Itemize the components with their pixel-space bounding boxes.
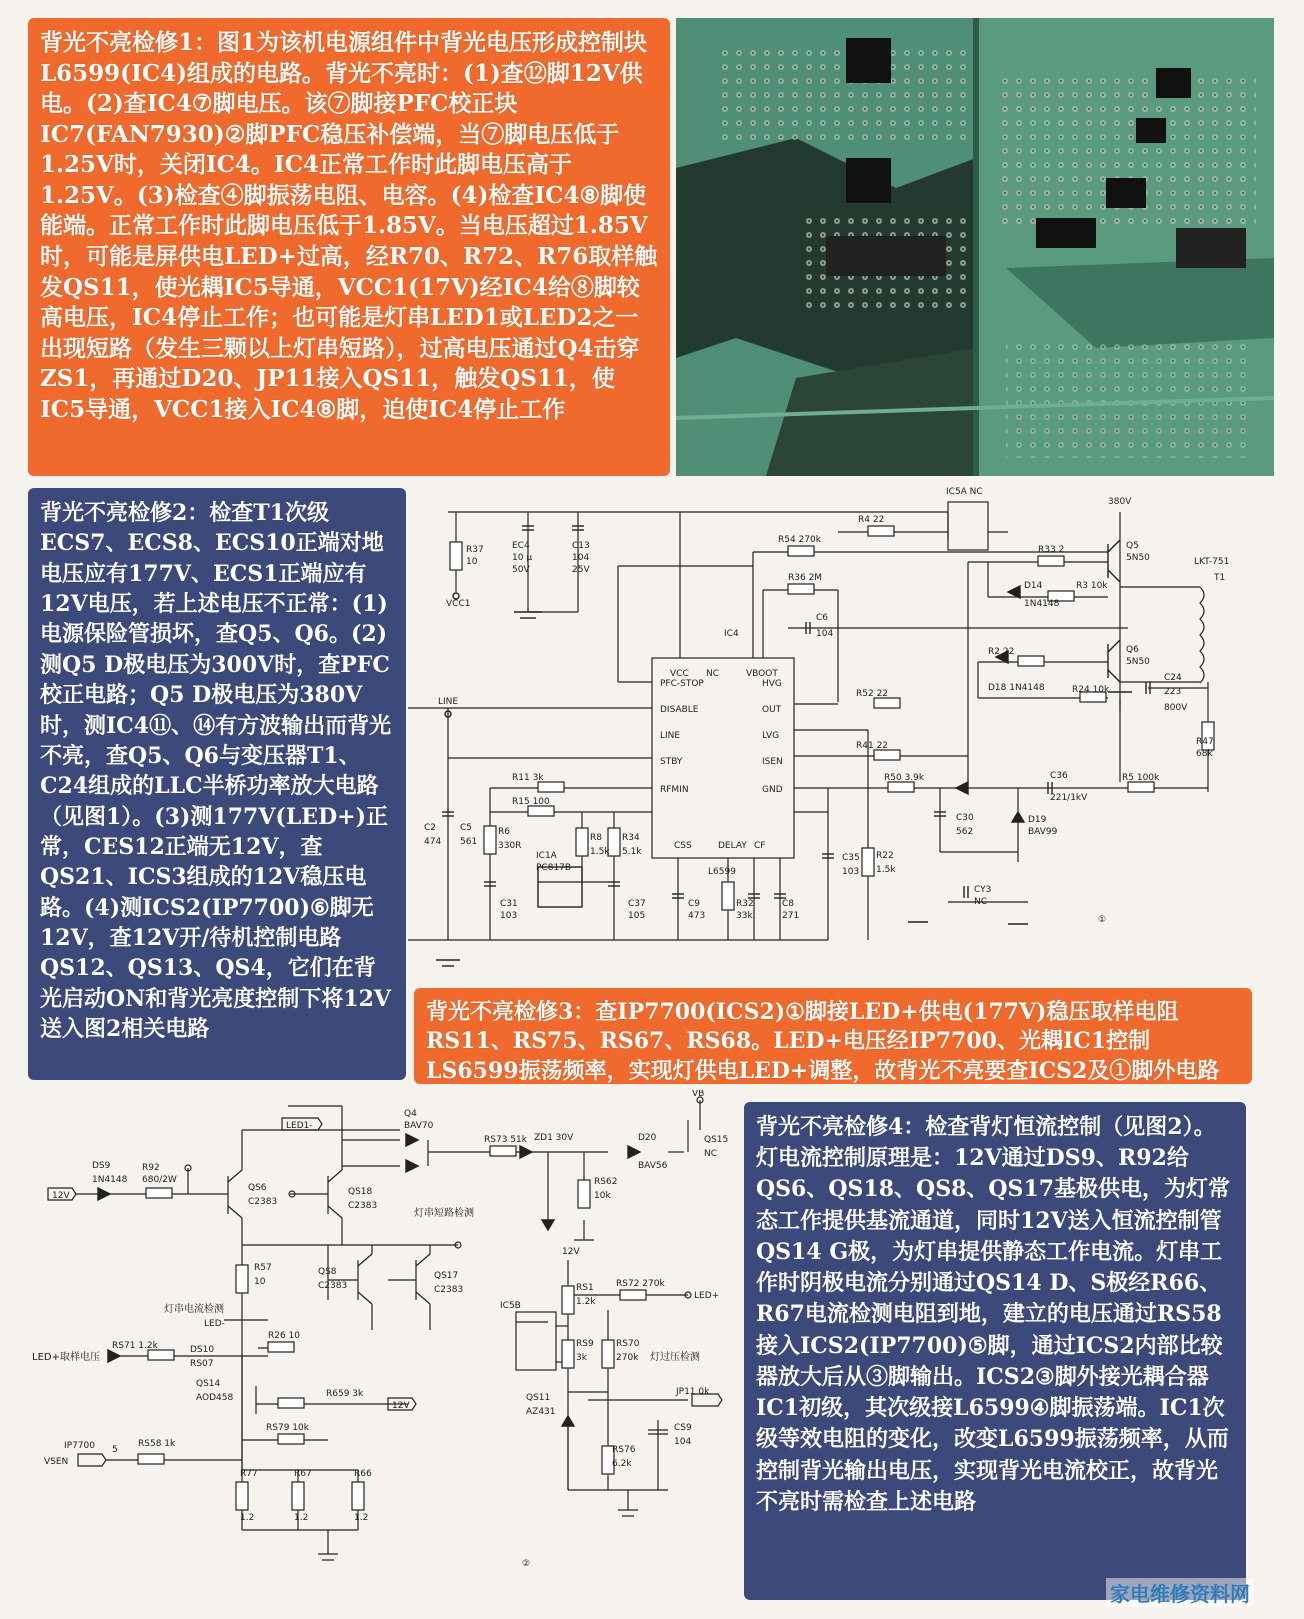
label-r5: R5 100k bbox=[1122, 773, 1160, 783]
label-ds9-part: 1N4148 bbox=[92, 1175, 128, 1185]
label-q6: Q6 bbox=[1126, 645, 1139, 655]
label-c9: C9 bbox=[688, 899, 701, 909]
label-q5-part: 5N50 bbox=[1126, 553, 1150, 563]
label-qs17-part: C2383 bbox=[434, 1285, 464, 1295]
pin-stby: STBY bbox=[660, 757, 683, 767]
label-c6-value: 104 bbox=[816, 629, 834, 639]
label-qs8: QS8 bbox=[318, 1267, 337, 1277]
label-current-detect: 灯串电流检测 bbox=[164, 1304, 224, 1315]
label-c35-value: 103 bbox=[842, 867, 860, 877]
label-zd1: ZD1 30V bbox=[534, 1133, 574, 1143]
label-r36: R36 2M bbox=[788, 573, 823, 583]
label-r34-value: 5.1k bbox=[622, 847, 642, 857]
label-r54: R54 270k bbox=[778, 535, 821, 545]
label-c36: C36 bbox=[1050, 771, 1068, 781]
label-qs14-part: AOD458 bbox=[196, 1393, 234, 1403]
label-12v-out: 12V bbox=[392, 1401, 410, 1411]
label-cy3-value: NC bbox=[974, 897, 988, 907]
pin-cf: CF bbox=[754, 841, 766, 851]
label-c37-value: 105 bbox=[628, 911, 646, 921]
label-r34: R34 bbox=[622, 833, 640, 843]
label-380v: 380V bbox=[1108, 497, 1132, 507]
text-box-repair-3 bbox=[414, 988, 1252, 1084]
label-c24-voltage: 800V bbox=[1164, 703, 1188, 713]
pin-nc: NC bbox=[706, 669, 720, 679]
label-t1: T1 bbox=[1214, 573, 1226, 583]
label-c30: C30 bbox=[956, 813, 974, 823]
label-r15: R15 100 bbox=[512, 797, 550, 807]
label-r4: R4 22 bbox=[858, 515, 885, 525]
text-box-repair-2 bbox=[28, 488, 406, 1080]
label-rs62-value: 10k bbox=[594, 1191, 611, 1201]
label-c24: C24 bbox=[1164, 673, 1182, 683]
label-qs14: QS14 bbox=[196, 1379, 221, 1389]
pin-isen: ISEN bbox=[762, 757, 783, 767]
label-r66: R66 bbox=[354, 1469, 372, 1479]
label-ds9: DS9 bbox=[92, 1161, 111, 1171]
label-d14: D14 bbox=[1024, 581, 1043, 591]
label-led1-minus: LED1- bbox=[286, 1121, 313, 1131]
label-led-sample: LED+取样电压 bbox=[32, 1352, 100, 1363]
label-c37: C37 bbox=[628, 899, 646, 909]
label-r659: R659 3k bbox=[326, 1389, 364, 1399]
label-r52: R52 22 bbox=[856, 689, 889, 699]
label-pin5: 5 bbox=[112, 1445, 118, 1455]
label-line: LINE bbox=[438, 697, 459, 707]
label-qs6: QS6 bbox=[248, 1183, 267, 1193]
label-rs1: RS1 bbox=[576, 1283, 594, 1293]
label-cs9: CS9 bbox=[674, 1423, 692, 1433]
pin-hvg: HVG bbox=[762, 679, 782, 689]
label-led-minus: LED- bbox=[204, 1319, 225, 1329]
label-r47: R47 bbox=[1196, 737, 1214, 747]
schematic-figure-1 bbox=[408, 482, 1268, 982]
label-c5: C5 bbox=[460, 823, 473, 833]
label-rs76-value: 6.2k bbox=[612, 1459, 632, 1469]
label-ec4-voltage: 50V bbox=[512, 565, 530, 575]
label-d20: D20 bbox=[638, 1133, 657, 1143]
label-r37-value: 10 bbox=[466, 557, 478, 567]
pin-gnd: GND bbox=[762, 785, 783, 795]
label-rs71: RS71 1.2k bbox=[112, 1341, 158, 1351]
label-rs58: RS58 1k bbox=[138, 1439, 176, 1449]
label-r57: R57 bbox=[254, 1263, 272, 1273]
site-logo-text: 家电维修资料网 bbox=[1110, 1582, 1250, 1606]
label-c13-value: 104 bbox=[572, 553, 590, 563]
label-ic1a-part: PC817B bbox=[536, 863, 572, 873]
label-r57-value: 10 bbox=[254, 1277, 266, 1287]
pin-line: LINE bbox=[660, 731, 681, 741]
label-q4-part: BAV70 bbox=[404, 1121, 434, 1131]
label-r66-value: 1.2 bbox=[354, 1513, 369, 1523]
label-rs76: RS76 bbox=[612, 1445, 636, 1455]
label-rs1-value: 1.2k bbox=[576, 1297, 596, 1307]
label-transformer: LKT-751 bbox=[1194, 557, 1230, 567]
pin-rfmin: RFMIN bbox=[660, 785, 689, 795]
label-r67: R67 bbox=[294, 1469, 312, 1479]
label-rs9-value: 3k bbox=[576, 1353, 587, 1363]
label-qs18: QS18 bbox=[348, 1187, 373, 1197]
label-ip7700: IP7700 bbox=[64, 1441, 95, 1451]
label-qs18-part: C2383 bbox=[348, 1201, 378, 1211]
label-r92-value: 680/2W bbox=[142, 1175, 177, 1185]
label-q5: Q5 bbox=[1126, 541, 1139, 551]
label-c31-value: 103 bbox=[500, 911, 518, 921]
label-r50: R50 3.9k bbox=[884, 773, 925, 783]
label-q6-part: 5N50 bbox=[1126, 657, 1150, 667]
pin-pfc-stop: PFC-STOP bbox=[660, 679, 704, 689]
label-vsen: VSEN bbox=[44, 1457, 69, 1467]
repair-4-text: 背光不亮检修4：检查背灯恒流控制（见图2）。灯电流控制原理是：12V通过DS9、R92给QS6、QS18、QS8、QS17基极供电，为灯常态工作提供基流通道，同时12V送入恒流控制管QS14 G极，为灯串提供静态工作电流。灯串工作时阴极电流分别通过QS14 D、S极经R66、R67电流检测电阻到地，建立的电压通过RS58接入ICS2(IP7700)⑤脚，通过ICS2内部比较器放大后从③脚输出。ICS2③脚外接光耦合器IC1初级，其次级接L6599④脚振荡端。IC1次级等效电阻的变化，改变L6599振荡频率，从而控制背光输出电压，实现背光电流校正，故背光不亮时需检查上述电路 bbox=[756, 1114, 1231, 1515]
figure-1-number: ① bbox=[1098, 915, 1107, 925]
label-c2-value: 474 bbox=[424, 837, 442, 847]
label-c31: C31 bbox=[500, 899, 518, 909]
label-rs73: RS73 51k bbox=[484, 1135, 527, 1145]
pcb-photo bbox=[676, 18, 1274, 476]
label-short-detect: 灯串短路检测 bbox=[414, 1208, 474, 1219]
pin-vcc: VCC bbox=[670, 669, 689, 679]
label-r8-value: 1.5k bbox=[590, 847, 610, 857]
repair-2-text: 背光不亮检修2：检查T1次级ECS7、ECS8、ECS10正端对地电压应有177V、ECS1正端应有12V电压，若上述电压不正常：(1)电源保险管损坏，查Q5、Q6。(2)测Q5 D极电压为300V时，查PFC校正电路；Q5 D极电压为380V时，测IC4⑪、⑭有方波输出而背光不亮，查Q5、Q6与变压器T1、C24组成的LLC半桥功率放大电路（见图1）。(3)测177V(LED+)正常，CES12正端无12V，查QS21、ICS3组成的12V稳压电路。(4)测ICS2(IP7700)⑥脚无12V，查12V开/待机控制电路QS12、QS13、QS4，它们在背光启动ON和背光亮度控制下将12V送入图2相关电路 bbox=[40, 500, 392, 1043]
label-rs9: RS9 bbox=[576, 1339, 594, 1349]
label-ds10: DS10 bbox=[190, 1345, 215, 1355]
label-q4: Q4 bbox=[404, 1109, 417, 1119]
label-r33: R33 2 bbox=[1038, 545, 1065, 555]
label-c6: C6 bbox=[816, 613, 829, 623]
label-r11: R11 3k bbox=[512, 773, 544, 783]
label-qs17: QS17 bbox=[434, 1271, 459, 1281]
label-d20-part: BAV56 bbox=[638, 1161, 668, 1171]
label-d18: D18 1N4148 bbox=[988, 683, 1045, 693]
label-r41: R41 22 bbox=[856, 741, 889, 751]
label-c2: C2 bbox=[424, 823, 437, 833]
label-r77: R77 bbox=[240, 1469, 258, 1479]
label-r47-value: 68k bbox=[1196, 749, 1213, 759]
pin-out: OUT bbox=[762, 705, 782, 715]
label-c5-value: 561 bbox=[460, 837, 478, 847]
label-r67-value: 1.2 bbox=[294, 1513, 309, 1523]
label-rs72: RS72 270k bbox=[616, 1279, 665, 1289]
label-qs15: QS15 bbox=[704, 1135, 729, 1145]
text-box-repair-4 bbox=[744, 1102, 1246, 1600]
label-vb: VB bbox=[692, 1090, 705, 1099]
label-rs70-value: 270k bbox=[616, 1353, 639, 1363]
site-logo bbox=[1106, 1578, 1254, 1607]
label-c8: C8 bbox=[782, 899, 795, 909]
label-cy3: CY3 bbox=[974, 885, 992, 895]
label-rs70: RS70 bbox=[616, 1339, 640, 1349]
ic4-part: L6599 bbox=[708, 867, 736, 877]
label-r77-value: 1.2 bbox=[240, 1513, 255, 1523]
label-qs15-part: NC bbox=[704, 1149, 718, 1159]
label-rs62: RS62 bbox=[594, 1177, 618, 1187]
pin-lvg: LVG bbox=[762, 731, 780, 741]
label-ec4: EC4 bbox=[512, 541, 530, 551]
schematic-figure-2 bbox=[28, 1090, 740, 1610]
label-c9-value: 473 bbox=[688, 911, 706, 921]
label-r24: R24 10k bbox=[1072, 685, 1110, 695]
label-12v-node: 12V bbox=[562, 1247, 580, 1257]
label-ec4-value: 10 μ bbox=[512, 553, 533, 563]
label-d19-part: BAV99 bbox=[1028, 827, 1058, 837]
label-ic5b: IC5B bbox=[500, 1301, 521, 1311]
label-r32: R32 bbox=[736, 899, 754, 909]
repair-3-text: 背光不亮检修3：查IP7700(ICS2)①脚接LED+供电(177V)稳压取样电阻RS11、RS75、RS67、RS68。LED+电压经IP7700、光耦IC1控制LS6599振荡频率，实现灯供电LED+调整，故背光不亮要查ICS2及①脚外电路 bbox=[426, 999, 1220, 1084]
label-d19: D19 bbox=[1028, 815, 1047, 825]
label-c24-value: 223 bbox=[1164, 687, 1182, 697]
label-ic1a: IC1A bbox=[536, 851, 557, 861]
pin-css: CSS bbox=[674, 841, 692, 851]
pin-vboot: VBOOT bbox=[746, 669, 778, 679]
text-box-repair-1 bbox=[28, 18, 670, 476]
label-r26: R26 10 bbox=[268, 1331, 301, 1341]
label-cs9-value: 104 bbox=[674, 1437, 692, 1447]
label-jp11: JP11 0k bbox=[676, 1387, 710, 1397]
label-c13: C13 bbox=[572, 541, 590, 551]
label-12v-input: 12V bbox=[52, 1191, 70, 1201]
label-r32-value: 33k bbox=[736, 911, 753, 921]
ic4-name: IC4 bbox=[724, 629, 739, 639]
label-overvoltage-detect: 灯过压检测 bbox=[650, 1352, 700, 1363]
label-c36-value: 221/1kV bbox=[1050, 793, 1088, 803]
label-r8: R8 bbox=[590, 833, 602, 843]
label-r6: R6 bbox=[498, 827, 510, 837]
label-r3: R3 10k bbox=[1076, 581, 1108, 591]
pin-disable: DISABLE bbox=[660, 705, 699, 715]
label-qs6-part: C2383 bbox=[248, 1197, 278, 1207]
label-c8-value: 271 bbox=[782, 911, 800, 921]
label-led-plus: LED+ bbox=[694, 1291, 720, 1301]
label-r22-value: 1.5k bbox=[876, 865, 896, 875]
label-r92: R92 bbox=[142, 1163, 160, 1173]
label-c30-value: 562 bbox=[956, 827, 974, 837]
label-vcc1: VCC1 bbox=[446, 599, 471, 609]
label-r37: R37 bbox=[466, 545, 484, 555]
label-qs8-part: C2383 bbox=[318, 1281, 348, 1291]
label-qs11-part: AZ431 bbox=[526, 1407, 556, 1417]
label-r6-value: 330R bbox=[498, 841, 522, 851]
label-ic5a: IC5A NC bbox=[946, 487, 983, 497]
label-r22: R22 bbox=[876, 851, 894, 861]
label-qs11: QS11 bbox=[526, 1393, 551, 1403]
label-c13-voltage: 25V bbox=[572, 565, 590, 575]
figure-2-number: ② bbox=[522, 1559, 531, 1569]
repair-1-text: 背光不亮检修1：图1为该机电源组件中背光电压形成控制块L6599(IC4)组成的电路。背光不亮时：(1)查⑫脚12V供电。(2)查IC4⑦脚电压。该⑦脚接PFC校正块IC7(FAN7930)②脚PFC稳压补偿端，当⑦脚电压低于1.25V时，关闭IC4。IC4正常工作时此脚电压高于1.25V。(3)检查④脚振荡电阻、电容。(4)检查IC4⑧脚使能端。正常工作时此脚电压低于1.85V。当电压超过1.85V时，可能是屏供电LED+过高，经R70、R72、R76取样触发QS11，使光耦IC5导通，VCC1(17V)经IC4给⑧脚较高电压，IC4停止工作；也可能是灯串LED1或LED2之一出现短路（发生三颗以上灯串短路），过高电压通过Q4击穿ZS1，再通过D20、JP11接入QS11，触发QS11，使IC5导通，VCC1接入IC4⑧脚，迫使IC4停止工作 bbox=[40, 29, 658, 423]
label-d14-part: 1N4148 bbox=[1024, 599, 1060, 609]
label-rs79: RS79 10k bbox=[266, 1423, 309, 1433]
label-r2: R2 22 bbox=[988, 647, 1015, 657]
label-c35: C35 bbox=[842, 853, 860, 863]
label-rs07: RS07 bbox=[190, 1359, 214, 1369]
pin-delay: DELAY bbox=[718, 841, 747, 851]
